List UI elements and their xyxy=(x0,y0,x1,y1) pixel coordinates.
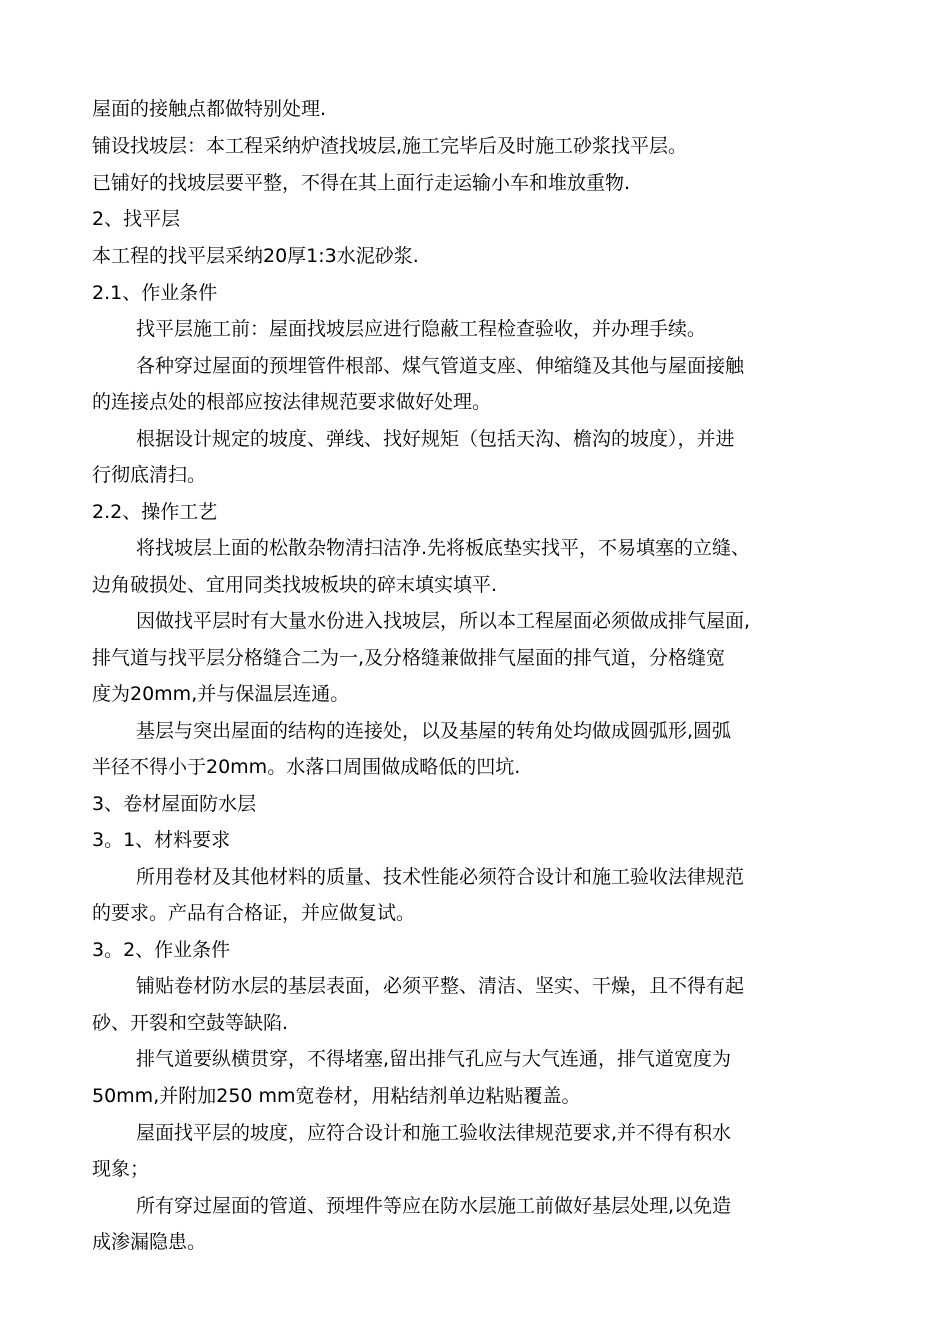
subsection-heading: 2.1、作业条件 xyxy=(92,282,218,304)
text-line: 排气道与找平层分格缝合二为一,及分格缝兼做排气屋面的排气道，分格缝宽 xyxy=(92,647,726,669)
section-heading: 3、卷材屋面防水层 xyxy=(92,793,257,815)
text-line: 屋面找平层的坡度，应符合设计和施工验收法律规范要求,并不得有积水 xyxy=(136,1122,732,1144)
text-line: 现象； xyxy=(92,1158,150,1180)
text-line: 砂、开裂和空鼓等缺陷. xyxy=(92,1012,289,1034)
subsection-heading: 2.2、操作工艺 xyxy=(92,501,218,523)
subsection-heading: 3。1、材料要求 xyxy=(92,829,231,851)
text-line: 度为20mm,并与保温层连通。 xyxy=(92,683,350,705)
text-line: 将找坡层上面的松散杂物清扫洁净.先将板底垫实找平，不易填塞的立缝、 xyxy=(136,537,751,559)
text-line: 因做找平层时有大量水份进入找坡层，所以本工程屋面必须做成排气屋面, xyxy=(136,610,751,632)
text-line: 半径不得小于20mm。水落口周围做成略低的凹坑. xyxy=(92,756,521,778)
text-line: 成渗漏隐患。 xyxy=(92,1231,207,1253)
text-line: 所用卷材及其他材料的质量、技术性能必须符合设计和施工验收法律规范 xyxy=(136,866,745,888)
text-line: 屋面的接触点都做特别处理. xyxy=(92,98,327,120)
text-line: 行彻底清扫。 xyxy=(92,464,207,486)
section-heading: 2、找平层 xyxy=(92,208,181,230)
text-line: 排气道要纵横贯穿，不得堵塞,留出排气孔应与大气连通，排气道宽度为 xyxy=(136,1048,732,1070)
text-line: 各种穿过屋面的预埋管件根部、煤气管道支座、伸缩缝及其他与屋面接触 xyxy=(136,355,745,377)
text-line: 边角破损处、宜用同类找坡板块的碎末填实填平. xyxy=(92,574,498,596)
text-line: 根据设计规定的坡度、弹线、找好规矩（包括天沟、檐沟的坡度），并进 xyxy=(136,428,735,450)
text-line: 所有穿过屋面的管道、预埋件等应在防水层施工前做好基层处理,以免造 xyxy=(136,1195,732,1217)
text-line: 的连接点处的根部应按法律规范要求做好处理。 xyxy=(92,391,492,413)
subsection-heading: 3。2、作业条件 xyxy=(92,939,231,961)
text-line: 铺设找坡层：本工程采纳炉渣找坡层,施工完毕后及时施工砂浆找平层。 xyxy=(92,135,688,157)
text-line: 铺贴卷材防水层的基层表面，必须平整、清洁、坚实、干燥，且不得有起 xyxy=(136,975,745,997)
text-line: 本工程的找平层采纳20厚1:3水泥砂浆. xyxy=(92,245,419,267)
text-line: 找平层施工前：屋面找坡层应进行隐蔽工程检查验收，并办理手续。 xyxy=(136,318,707,340)
text-line: 的要求。产品有合格证，并应做复试。 xyxy=(92,902,416,924)
text-line: 已铺好的找坡层要平整，不得在其上面行走运输小车和堆放重物. xyxy=(92,172,631,194)
text-line: 50mm,并附加250 mm宽卷材，用粘结剂单边粘贴覆盖。 xyxy=(92,1085,581,1107)
text-line: 基层与突出屋面的结构的连接处，以及基屋的转角处均做成圆弧形,圆弧 xyxy=(136,720,732,742)
